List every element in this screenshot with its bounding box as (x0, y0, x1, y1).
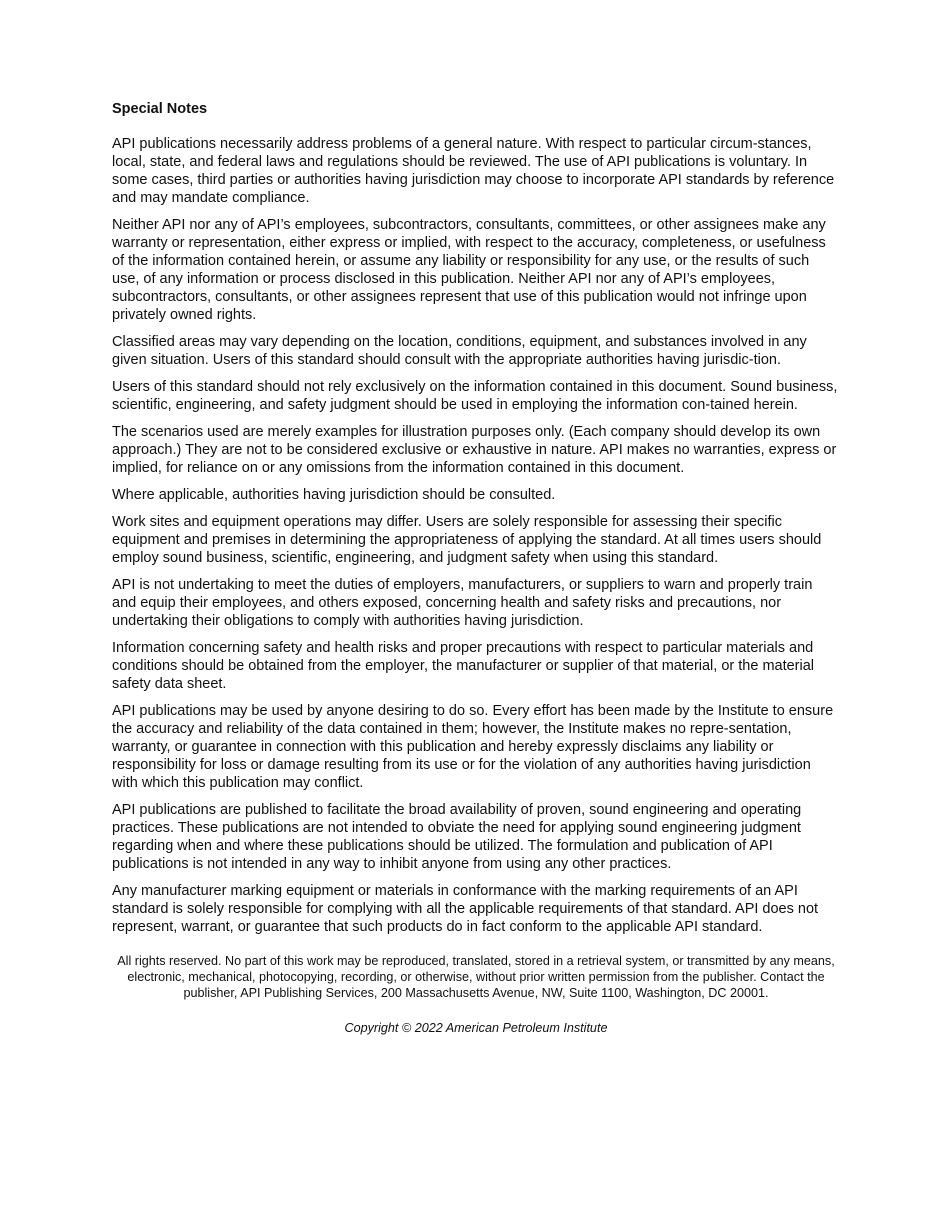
paragraph-work-sites: Work sites and equipment operations may differ. Users are solely responsible for assessing their specific equipment and premises in determining the appropriateness of applying the standard. At all times users should employ sound business, scientific, engineering, and judgment safety when using this standard. (112, 514, 822, 566)
paragraph-exclusive-reliance: Users of this standard should not rely exclusively on the information contained in this document. Sound business, scientific, engineering, and safety judgment should be used in employing the information con-tained herein. (112, 379, 838, 413)
paragraph-use-by-anyone: API publications may be used by anyone desiring to do so. Every effort has been made by the Institute to ensure the accuracy and reliability of the data contained in them; however, the Institute makes no repre-sentation, warranty, or guarantee in connection with this publication and hereby expressly disclaims any liability or responsibility for loss or damage resulting from its use or for the violation of any authorities having jurisdiction with which this publication may conflict. (112, 703, 834, 791)
paragraph-scenarios: The scenarios used are merely examples for illustration purposes only. (Each company should develop its own approach.) They are not to be considered exclusive or exhaustive in nature. API makes no warranties, express or implied, for reliance on or any omissions from the information contained in this document. (112, 424, 837, 476)
document-page (112, 100, 840, 1036)
paragraph-safety-information: Information concerning safety and health risks and proper precautions with respect to particular materials and conditions should be obtained from the employer, the manufacturer or supplier of that material, or the material safety data sheet. (112, 640, 815, 692)
paragraph-general-nature: API publications necessarily address problems of a general nature. With respect to particular circum-stances, local, state, and federal laws and regulations should be reviewed. The use of API publications is voluntary. In some cases, third parties or authorities having jurisdiction may choose to incorporate API standards by reference and may mandate compliance. (112, 136, 835, 206)
page-title: Special Notes (112, 101, 208, 117)
paragraph-employer-duties: API is not undertaking to meet the duties of employers, manufacturers, or suppliers to warn and properly train and equip their employees, and others exposed, concerning health and safety risks and precautions, nor undertaking their obligations to comply with authorities having jurisdiction. (112, 577, 813, 629)
rights-notice: All rights reserved. No part of this work may be reproduced, translated, stored in a retrieval system, or transmitted by any means, electronic, mechanical, photocopying, recording, or otherwise, without prior written permission from the publisher. Contact the publisher, API Publishing Services, 200 Massachusetts Avenue, NW, Suite 1100, Washington, DC 20001. (117, 954, 835, 1000)
paragraph-authorities: Where applicable, authorities having jurisdiction should be consulted. (112, 487, 556, 503)
paragraph-purpose: API publications are published to facilitate the broad availability of proven, sound engineering and operating practices. These publications are not intended to obviate the need for applying sound engineering judgment regarding when and where these publications should be utilized. The formulation and publication of API publications is not intended in any way to inhibit anyone from using any other practices. (112, 802, 802, 872)
paragraph-manufacturer-marking: Any manufacturer marking equipment or materials in conformance with the marking requirements of an API standard is solely responsible for complying with all the applicable requirements of that standard. API does not represent, warrant, or guarantee that such products do in fact conform to the applicable API standard. (112, 883, 819, 935)
paragraph-classified-areas: Classified areas may vary depending on the location, conditions, equipment, and substances involved in any given situation. Users of this standard should consult with the appropriate authorities having jurisdic-tion. (112, 334, 807, 368)
copyright-line: Copyright © 2022 American Petroleum Institute (344, 1021, 608, 1035)
paragraph-no-warranty: Neither API nor any of API’s employees, subcontractors, consultants, committees, or other assignees make any warranty or representation, either express or implied, with respect to the accuracy, completeness, or usefulness of the information contained herein, or assume any liability or responsibility for any use, or the results of such use, of any information or process disclosed in this publication. Neither API nor any of API’s employees, subcontractors, consultants, or other assignees represent that use of this publication would not infringe upon privately owned rights. (112, 217, 826, 323)
